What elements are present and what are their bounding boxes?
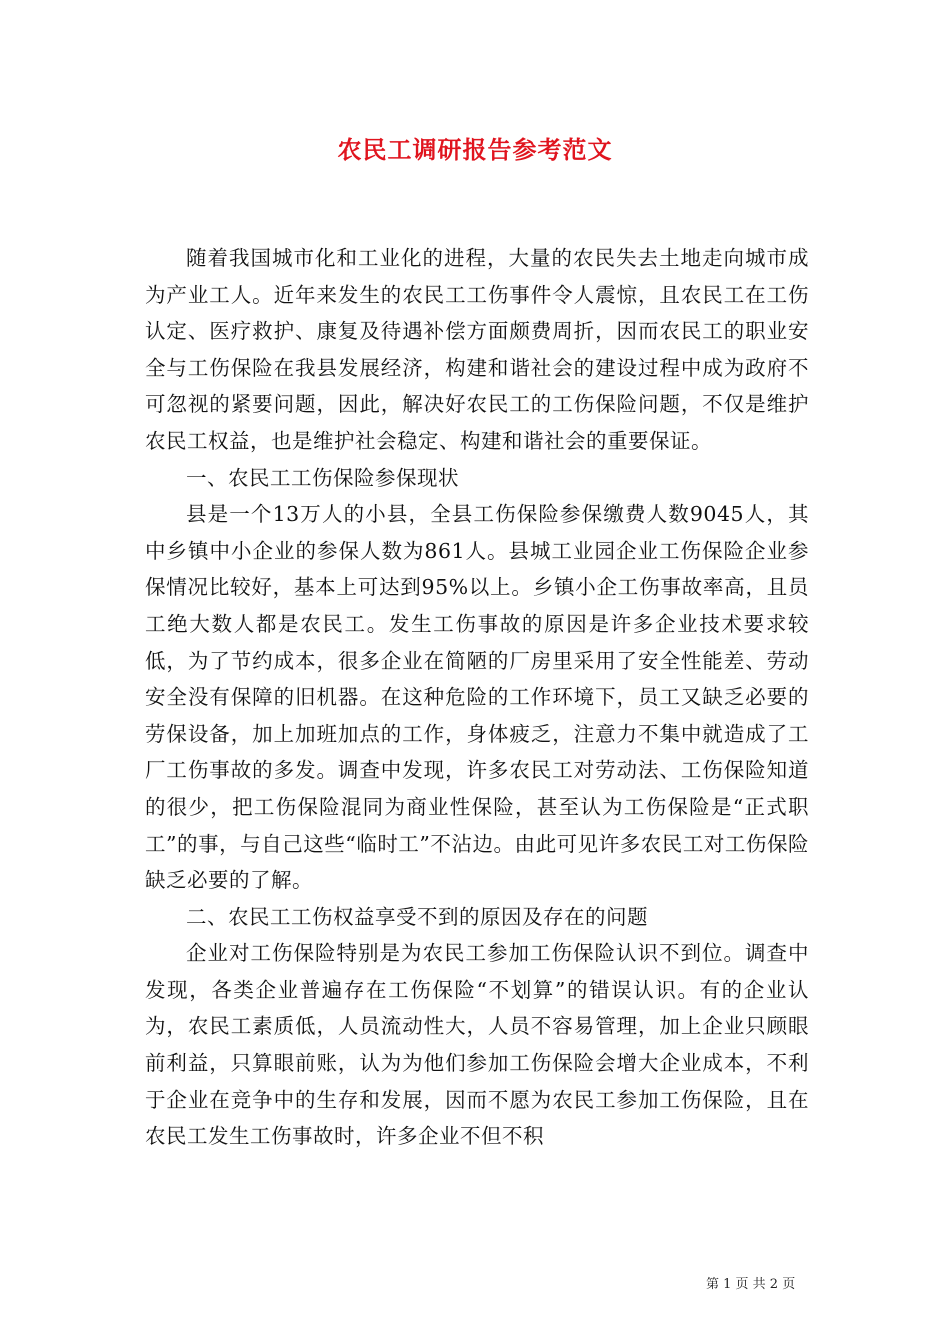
document-title: 农民工调研报告参考范文: [337, 135, 613, 164]
section-heading-2: 二、农民工工伤权益享受不到的原因及存在的问题: [186, 904, 648, 929]
section-2-paragraph: 企业对工伤保险特别是为农民工参加工伤保险认识不到位。调查中发现，各类企业普遍存在工伤保险“不划算”的错误认识。有的企业认为，农民工素质低，人员流动性大，人员不容易管理，加上企业只顾眼前利益，只算眼前账，认为为他们参加工伤保险会增大企业成本，不利于企业在竞争中的生存和发展，因而不愿为农民工参加工伤保险，且在农民工发生工伤事故时，许多企业不但不积: [145, 941, 809, 1149]
section-1-paragraph: 县是一个13万人的小县，全县工伤保险参保缴费人数9045人，其中乡镇中小企业的参保人数为861人。县城工业园企业工伤保险企业参保情况比较好，基本上可达到95%以上。乡镇小企工伤事故率高，且员工绝大数人都是农民工。发生工伤事故的原因是许多企业技术要求较低，为了节约成本，很多企业在简陋的厂房里采用了安全性能差、劳动安全没有保障的旧机器。在这种危险的工作环境下，员工又缺乏必要的劳保设备，加上加班加点的工作，身体疲乏，注意力不集中就造成了工厂工伤事故的多发。调查中发现，许多农民工对劳动法、工伤保险知道的很少，把工伤保险混同为商业性保险，甚至认为工伤保险是“正式职工”的事，与自己这些“临时工”不沾边。由此可见许多农民工对工伤保险缺乏必要的了解。: [145, 502, 809, 893]
section-heading-1: 一、农民工工伤保险参保现状: [186, 465, 459, 490]
document-body: [145, 240, 809, 1155]
intro-paragraph: 随着我国城市化和工业化的进程，大量的农民失去土地走向城市成为产业工人。近年来发生的农民工工伤事件令人震惊，且农民工在工伤认定、医疗救护、康复及待遇补偿方面颇费周折，因而农民工的职业安全与工伤保险在我县发展经济，构建和谐社会的建设过程中成为政府不可忽视的紧要问题，因此，解决好农民工的工伤保险问题，不仅是维护农民工权益，也是维护社会稳定、构建和谐社会的重要保证。: [145, 246, 809, 453]
page-number: 第 1 页 共 2 页: [706, 1277, 796, 1292]
